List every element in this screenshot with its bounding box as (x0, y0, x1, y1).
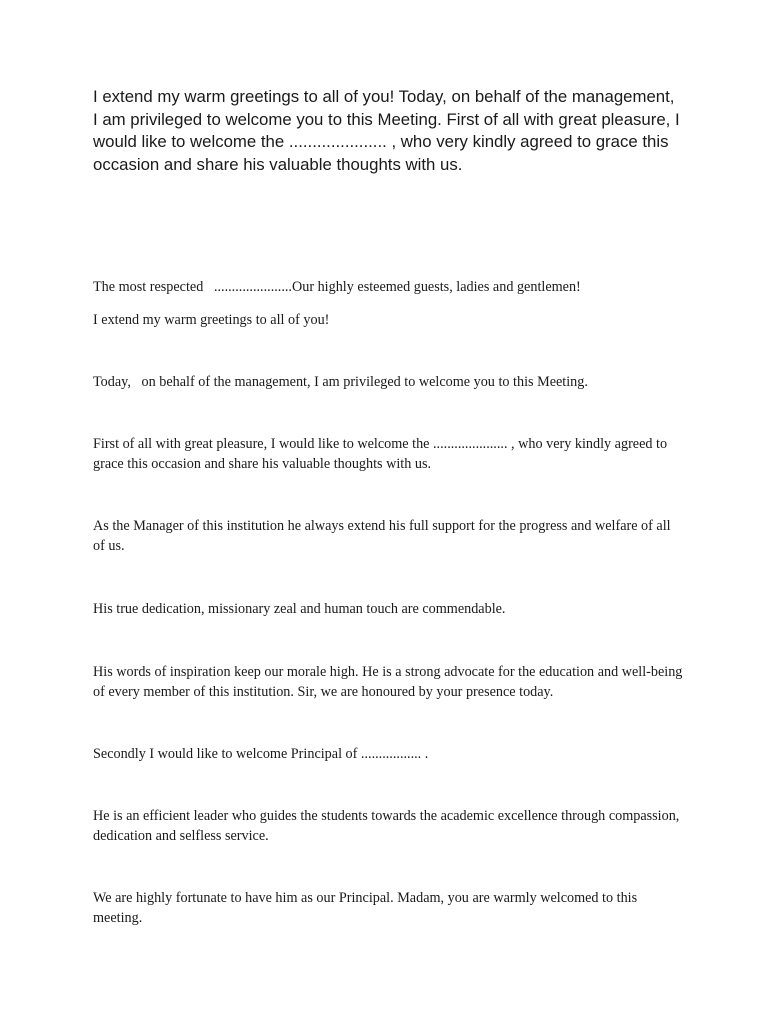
manager-support-paragraph: As the Manager of this institution he always extend his full support for the progress and welfare of all of us. (93, 518, 675, 554)
intro-paragraph: I extend my warm greetings to all of you! Today, on behalf of the management, I am privileged to welcome you to this Meeting. First of all with great pleasure, I would like to welcome the ..................... , who very kindly agreed to grace this occasion and share his valuable thoughts with us. (93, 87, 680, 174)
inspiration-paragraph: His words of inspiration keep our morale high. He is a strong advocate for the education and well-being of every member of this institution. Sir, we are honoured by your presence today. (93, 664, 686, 700)
leader-paragraph: He is an efficient leader who guides the students towards the academic excellence through compassion, dedication and selfless service. (93, 808, 683, 844)
chief-guest-welcome-paragraph: First of all with great pleasure, I would like to welcome the ..................... , who very kindly agreed to grace this occasion and share his valuable thoughts with us. (93, 436, 671, 472)
principal-welcome-paragraph: Secondly I would like to welcome Principal of ................. . (93, 746, 429, 762)
dedication-paragraph: His true dedication, missionary zeal and human touch are commendable. (93, 601, 506, 617)
welcome-greetings-line: I extend my warm greetings to all of you! (93, 312, 330, 328)
fortunate-paragraph: We are highly fortunate to have him as our Principal. Madam, you are warmly welcomed to this meeting. (93, 890, 641, 926)
management-welcome-paragraph: Today, on behalf of the management, I am privileged to welcome you to this Meeting. (93, 374, 588, 390)
greeting-line: The most respected ......................Our highly esteemed guests, ladies and gentlemen! (93, 279, 581, 295)
